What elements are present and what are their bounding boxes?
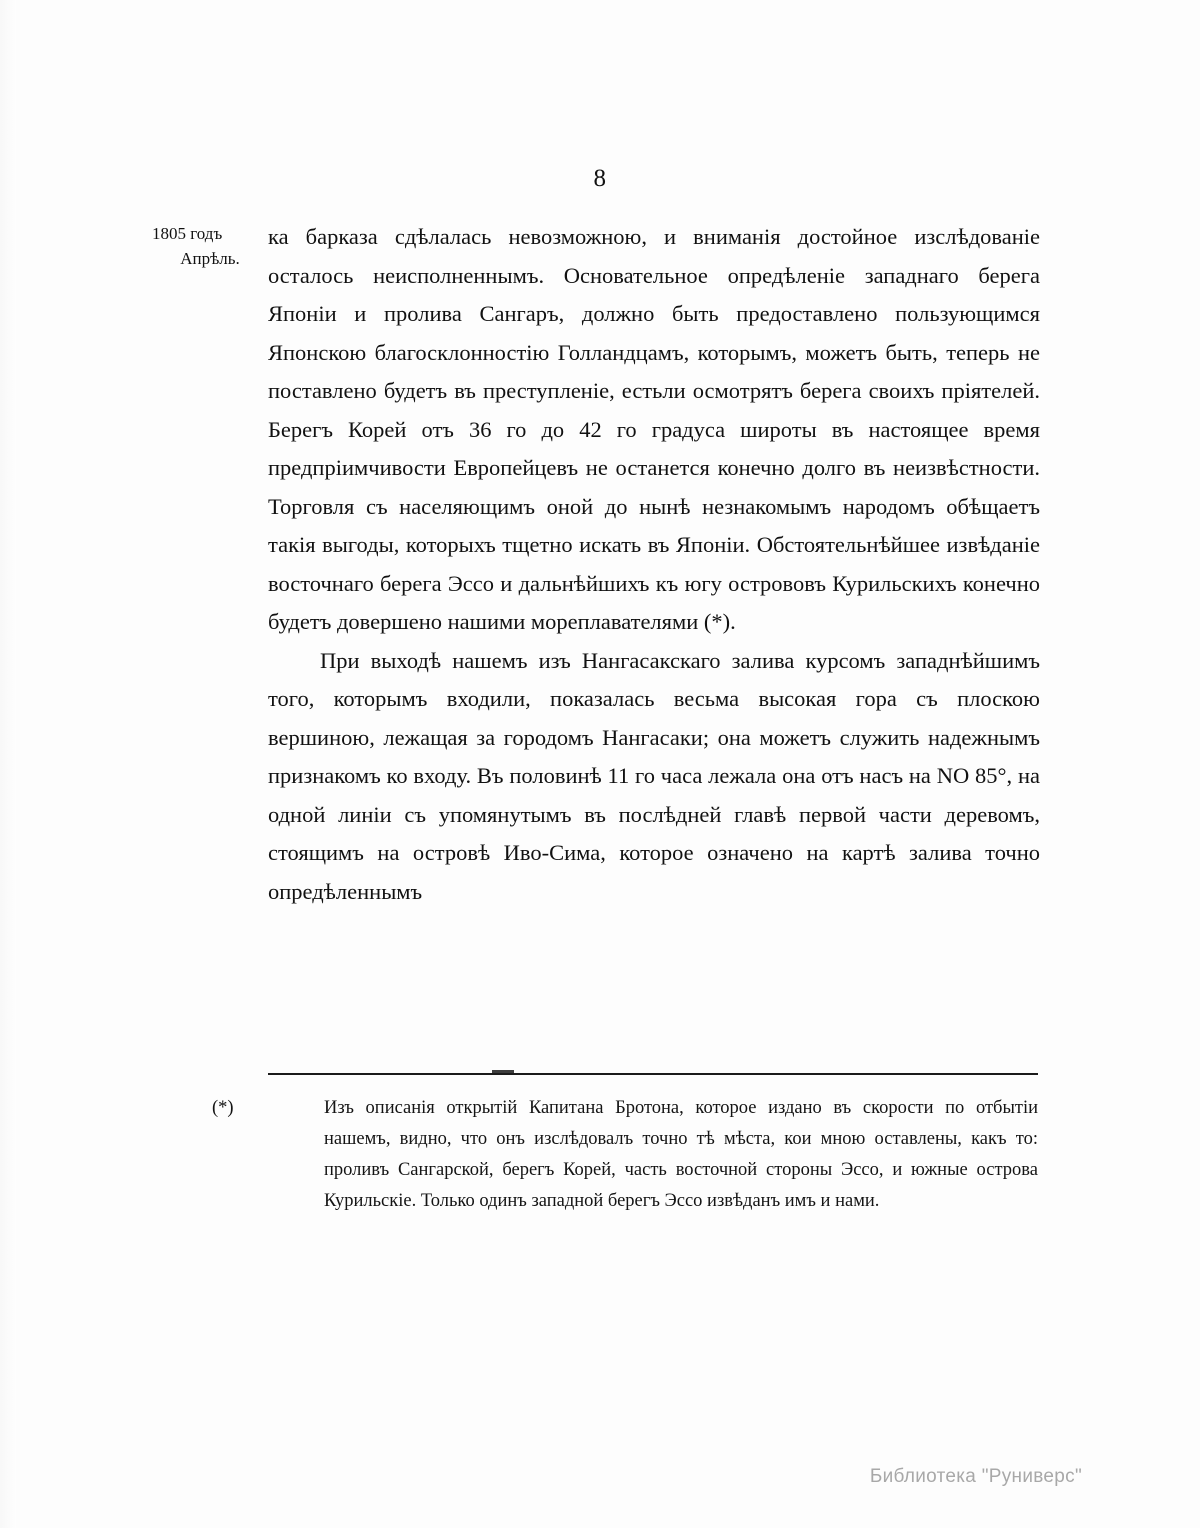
paragraph-2: При выходѣ нашемъ изъ Нангасакскаго залива курсомъ западнѣйшимъ того, которымъ входили, показалась весьма высокая гора съ плоскою вершиною, лежащая за городомъ Нангасаки; она можетъ служить надежнымъ признакомъ ко входу. Въ половинѣ 11 го часа лежала она отъ насъ на NO 85°, на одной линіи съ упомянутымъ въ послѣдней главѣ первой части деревомъ, стоящимъ на островѣ Иво-Сима, которое означено на картѣ залива точно опредѣленнымъ xyxy=(268,647,1040,904)
page-number: 8 xyxy=(593,165,607,192)
footnote-marker: (*) xyxy=(212,1098,234,1118)
library-watermark: Библиотека "Руниверс" xyxy=(869,1466,1082,1487)
margin-note-year: 1805 годъ xyxy=(152,224,223,243)
scan-edge-shadow xyxy=(0,0,16,1528)
margin-note-month: Апрѣль. xyxy=(180,248,240,268)
paragraph-1: ка барказа сдѣлалась невозможною, и вниманія достойное изслѣдованіе осталось неисполненнымъ. Основательное опредѣленіе западнаго берега Японіи и пролива Сангаръ, должно быть предоставлено пользующимся Японскою благосклонностію Голландцамъ, которымъ, можетъ быть, теперь не поставлено будетъ въ преступленіе, естьли осмотрятъ берега своихъ пріятелей. Берегъ Корей отъ 36 го до 42 го градуса широты въ настоящее время предпріимчивости Европейцевъ не останется конечно долго въ неизвѣстности. Торговля съ населяющимъ оной до нынѣ незнакомымъ народомъ обѣщаетъ такія выгоды, которыхъ тщетно искать въ Японіи. Обстоятельнѣйшее извѣданіе восточнаго берега Эссо и дальнѣйшихъ къ югу острововъ Курильскихъ конечно будетъ довершено нашими мореплавателями (*). xyxy=(268,224,1040,634)
footnote-text: Изъ описанія открытій Капитана Бротона, которое издано въ скорости по отбытіи нашемъ, видно, что онъ изслѣдовалъ точно тѣ мѣста, кои мною оставлены, какъ то: проливъ Сангарской, берегъ Корей, часть восточной стороны Эссо, и южные острова Курильскіе. Только одинъ западной берегъ Эссо извѣданъ имъ и нами. xyxy=(324,1098,1038,1211)
body-text xyxy=(268,218,1040,911)
margin-note-date xyxy=(152,222,272,271)
footnote-body xyxy=(212,1093,1038,1217)
footnote-separator-rule xyxy=(268,1073,1038,1075)
footnote xyxy=(212,1093,1038,1217)
